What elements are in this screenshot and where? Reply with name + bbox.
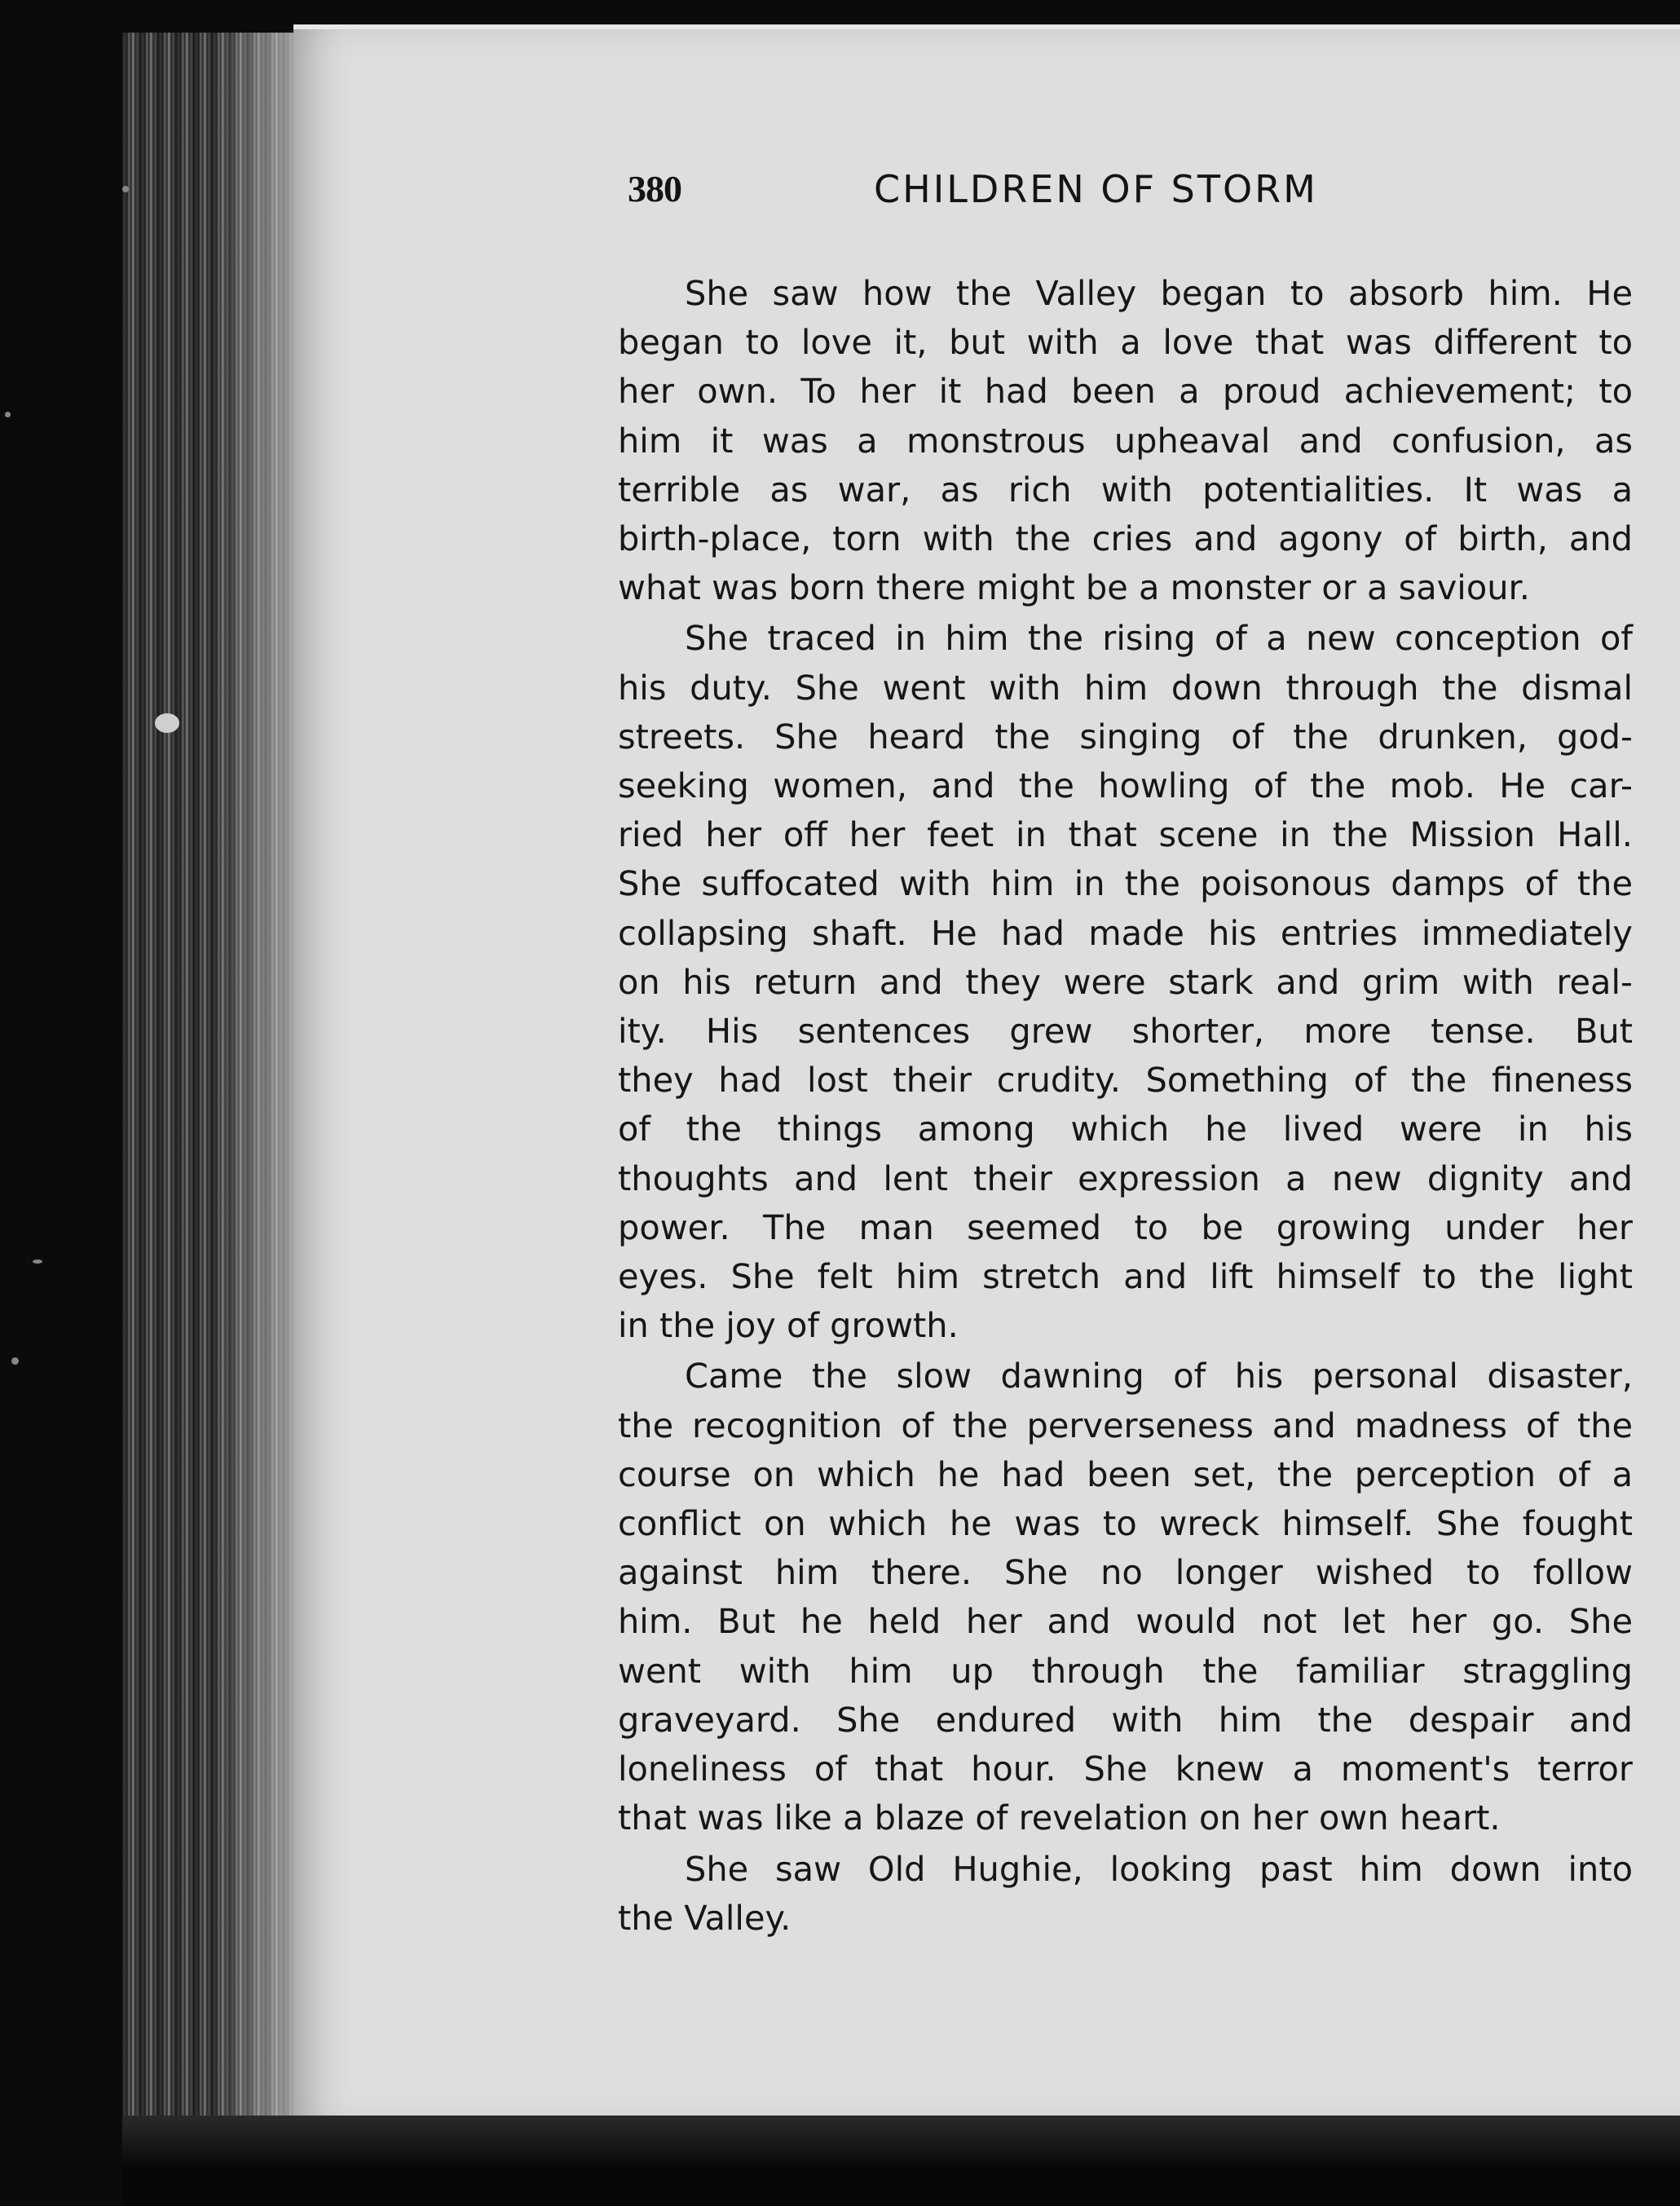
paragraph xyxy=(618,1845,1633,1943)
text-line: thoughts and lent their expression a new dignity and xyxy=(618,1158,1633,1198)
paragraph xyxy=(618,269,1633,612)
paragraph xyxy=(618,614,1633,1350)
text-line: Came the slow dawning of his personal disaster, xyxy=(685,1356,1633,1396)
scan-speck xyxy=(5,412,11,417)
text-line: him it was a monstrous upheaval and confusion, as xyxy=(618,420,1633,461)
text-line: began to love it, but with a love that was different to xyxy=(618,322,1633,363)
text-line: seeking women, and the howling of the mob. He car- xyxy=(618,765,1633,806)
bottom-shadow xyxy=(122,2116,1680,2206)
text-line: She suffocated with him in the poisonous damps of the xyxy=(618,863,1633,904)
body-text xyxy=(618,269,1633,1944)
text-line: birth-place, torn with the cries and agony of birth, and xyxy=(618,518,1633,559)
text-line: ity. His sentences grew shorter, more tense. But xyxy=(618,1011,1633,1052)
text-line: in the joy of growth. xyxy=(618,1305,959,1346)
text-line: her own. To her it had been a proud achievement; to xyxy=(618,371,1633,412)
scan-speck xyxy=(11,1357,19,1365)
text-line: they had lost their crudity. Something of the fineness xyxy=(618,1060,1633,1101)
text-line: power. The man seemed to be growing under her xyxy=(618,1207,1633,1247)
text-line: of the things among which he lived were in his xyxy=(618,1109,1633,1149)
text-line: conflict on which he was to wreck himself. She fought xyxy=(618,1503,1633,1544)
text-line: the Valley. xyxy=(618,1897,791,1938)
scan-speck xyxy=(33,1260,42,1264)
text-line: went with him up through the familiar straggling xyxy=(618,1650,1633,1691)
running-head: CHILDREN OF STORM xyxy=(874,167,1318,211)
text-line: ried her off her feet in that scene in the Mission Hall. xyxy=(618,814,1633,855)
scan-speck xyxy=(122,186,129,192)
text-line: loneliness of that hour. She knew a moment's terror xyxy=(618,1749,1633,1789)
text-line: on his return and they were stark and grim with real- xyxy=(618,961,1633,1002)
text-line: the recognition of the perverseness and madness of the xyxy=(618,1405,1633,1445)
text-line: streets. She heard the singing of the drunken, god- xyxy=(618,716,1633,757)
text-line: terrible as war, as rich with potentialities. It was a xyxy=(618,469,1633,510)
text-line: his duty. She went with him down through the dismal xyxy=(618,667,1633,708)
text-line: against him there. She no longer wished to follow xyxy=(618,1552,1633,1593)
scan-speck xyxy=(155,713,179,733)
text-line: graveyard. She endured with him the despair and xyxy=(618,1699,1633,1740)
text-line: him. But he held her and would not let her go. She xyxy=(618,1601,1633,1642)
text-line: eyes. She felt him stretch and lift himself to the light xyxy=(618,1256,1633,1297)
text-line: She saw how the Valley began to absorb him. He xyxy=(685,273,1633,313)
text-line: course on which he had been set, the perception of a xyxy=(618,1454,1633,1494)
text-line: She saw Old Hughie, looking past him down into xyxy=(685,1848,1633,1889)
text-line: that was like a blaze of revelation on her own heart. xyxy=(618,1798,1501,1838)
page-number: 380 xyxy=(628,168,681,210)
text-line: collapsing shaft. He had made his entries immediately xyxy=(618,912,1633,953)
page-header xyxy=(628,167,1443,224)
text-line: what was born there might be a monster or a saviour. xyxy=(618,567,1530,608)
text-line: She traced in him the rising of a new conception of xyxy=(685,618,1633,659)
paragraph xyxy=(618,1352,1633,1842)
